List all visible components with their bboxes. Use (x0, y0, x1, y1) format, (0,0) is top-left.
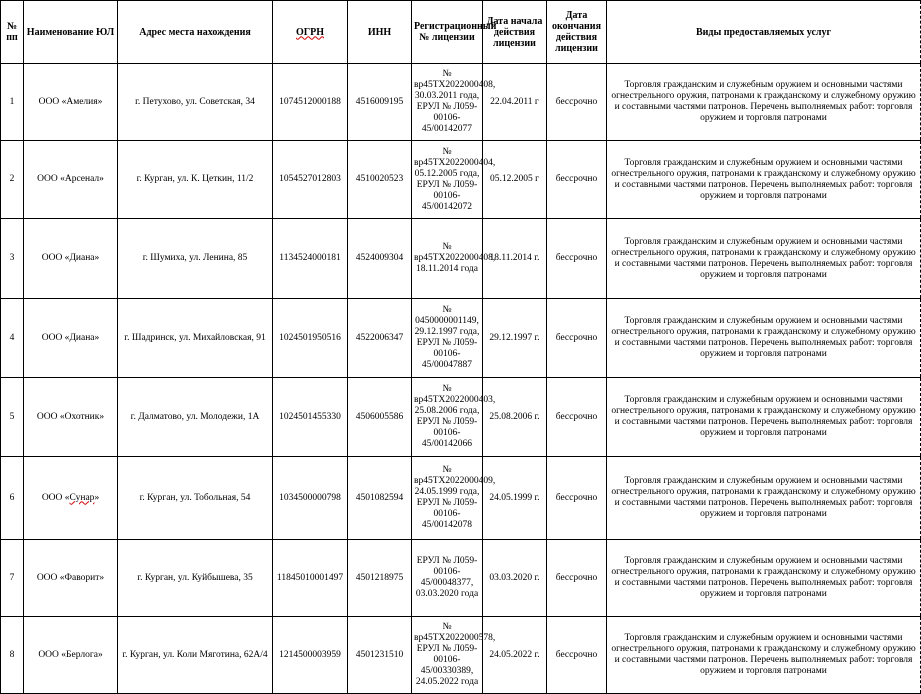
cell-address: г. Петухово, ул. Советская, 34 (118, 64, 273, 141)
cell-start-date: 24.05.1999 г. (483, 457, 547, 540)
cell-name (24, 617, 118, 694)
header-end-date: Дата окончания действия лицензии (547, 1, 607, 64)
header-row (1, 1, 921, 64)
cell-services: Торговля гражданским и служебным оружием и основными частями огнестрельного оружия, патронами к гражданскому и служебному оружию и составными частями патронов. Перечень выполняемых работ: торговля оружием и торговля патронами (607, 64, 921, 141)
name-word: Диана (69, 253, 95, 263)
name-suffix: » (99, 174, 104, 184)
table-row (1, 540, 921, 617)
cell-name (24, 141, 118, 219)
cell-license: № вр45ТХ2022000409, 24.05.1999 года, ЕРУЛ № Л059-00106-45/00142078 (412, 457, 483, 540)
cell-num: 3 (1, 219, 24, 299)
name-suffix: » (97, 649, 103, 660)
cell-inn: 4516009195 (348, 64, 412, 141)
cell-license: № вр45ТХ2022000578, ЕРУЛ № Л059-00106-45/00330389, 24.05.2022 года (412, 617, 483, 694)
table-row (1, 299, 921, 378)
cell-address: г. Далматово, ул. Молодежи, 1А (118, 378, 273, 457)
table-row (1, 64, 921, 141)
name-suffix: » (94, 332, 100, 343)
cell-ogrn: 1034500000798 (273, 457, 348, 540)
name-suffix: » (94, 253, 100, 263)
cell-inn: 4510020523 (348, 141, 412, 219)
cell-license: № вр45ТХ2022000403, 25.08.2006 года, ЕРУЛ № Л059-00106-45/00142066 (412, 378, 483, 457)
cell-name (24, 299, 118, 378)
cell-num: 4 (1, 299, 24, 378)
header-ogrn-text: ОГРН (295, 26, 325, 38)
cell-name (24, 219, 118, 299)
cell-end-date: бессрочно (547, 141, 607, 219)
cell-end-date: бессрочно (547, 457, 607, 540)
name-word: Арсенал (64, 174, 100, 184)
name-prefix: ООО « (41, 492, 70, 503)
cell-services: Торговля гражданским и служебным оружием и основными частями огнестрельного оружия, патронами к гражданскому и служебному оружию и составными частями патронов. Перечень выполняемых работ: торговля оружием и торговля патронами (607, 378, 921, 457)
cell-services: Торговля гражданским и служебным оружием и основными частями огнестрельного оружия, патронами к гражданскому и служебному оружию и составными частями патронов. Перечень выполняемых работ: торговля оружием и торговля патронами (607, 617, 921, 694)
cell-end-date: бессрочно (547, 378, 607, 457)
cell-services: Торговля гражданским и служебным оружием и основными частями огнестрельного оружия, патронами к гражданскому и служебному оружию и составными частями патронов. Перечень выполняемых работ: торговля оружием и торговля патронами (607, 457, 921, 540)
header-ogrn (273, 1, 348, 64)
cell-inn: 4522006347 (348, 299, 412, 378)
cell-start-date: 18.11.2014 г. (483, 219, 547, 299)
cell-address: г. Шумиха, ул. Ленина, 85 (118, 219, 273, 299)
name-word: Охотник (64, 411, 100, 422)
cell-services: Торговля гражданским и служебным оружием и основными частями огнестрельного оружия, патронами к гражданскому и служебному оружию и составными частями патронов. Перечень выполняемых работ: торговля оружием и торговля патронами (607, 219, 921, 299)
cell-address: г. Курган, ул. Куйбышева, 35 (118, 540, 273, 617)
name-prefix: ООО « (37, 174, 65, 184)
name-prefix: ООО « (36, 572, 65, 583)
header-name: Наименование ЮЛ (24, 1, 118, 64)
cell-ogrn: 1134524000181 (273, 219, 348, 299)
cell-end-date: бессрочно (547, 219, 607, 299)
cell-license: ЕРУЛ № Л059-00106-45/00048377, 03.03.2020 года (412, 540, 483, 617)
header-start-date: Дата начала действия лицензии (483, 1, 547, 64)
cell-name (24, 378, 118, 457)
table-row (1, 141, 921, 219)
cell-license: № вр45ТХ2022000408, 30.03.2011 года, ЕРУЛ № Л059-00106-45/00142077 (412, 64, 483, 141)
cell-end-date: бессрочно (547, 540, 607, 617)
cell-start-date: 03.03.2020 г. (483, 540, 547, 617)
name-word: Амелия (66, 96, 98, 107)
cell-num: 8 (1, 617, 24, 694)
name-prefix: ООО « (38, 649, 67, 660)
cell-num: 6 (1, 457, 24, 540)
cell-inn: 4506005586 (348, 378, 412, 457)
cell-start-date: 22.04.2011 г (483, 64, 547, 141)
cell-license: № 0450000001149, 29.12.1997 года, ЕРУЛ № Л059-00106-45/00047887 (412, 299, 483, 378)
name-suffix: » (99, 411, 105, 422)
header-services: Виды предоставляемых услуг (607, 1, 921, 64)
cell-address: г. Курган, ул. Тобольная, 54 (118, 457, 273, 540)
cell-ogrn: 1024501950516 (273, 299, 348, 378)
name-suffix: » (97, 96, 103, 107)
cell-inn: 4501218975 (348, 540, 412, 617)
cell-inn: 4524009304 (348, 219, 412, 299)
cell-ogrn: 11845010001497 (273, 540, 348, 617)
cell-num: 5 (1, 378, 24, 457)
cell-inn: 4501082594 (348, 457, 412, 540)
cell-name (24, 457, 118, 540)
header-num: № пп (1, 1, 24, 64)
cell-end-date: бессрочно (547, 64, 607, 141)
cell-start-date: 29.12.1997 г. (483, 299, 547, 378)
name-prefix: ООО « (41, 253, 70, 263)
cell-end-date: бессрочно (547, 617, 607, 694)
cell-start-date: 05.12.2005 г (483, 141, 547, 219)
cell-start-date: 25.08.2006 г. (483, 378, 547, 457)
cell-services: Торговля гражданским и служебным оружием и основными частями огнестрельного оружия, патронами к гражданскому и служебному оружию и составными частями патронов. Перечень выполняемых работ: торговля оружием и торговля патронами (607, 299, 921, 378)
cell-ogrn: 1074512000188 (273, 64, 348, 141)
cell-license: № вр45ТХ2022000404, 05.12.2005 года, ЕРУЛ № Л059-00106-45/00142072 (412, 141, 483, 219)
cell-address: г. Шадринск, ул. Михайловская, 91 (118, 299, 273, 378)
name-prefix: ООО « (36, 411, 65, 422)
header-license: Регистрационный № лицензии (412, 1, 483, 64)
table-row (1, 457, 921, 540)
name-prefix: ООО « (38, 96, 67, 107)
cell-num: 1 (1, 64, 24, 141)
cell-license: № вр45ТХ2022000408, 18.11.2014 года (412, 219, 483, 299)
cell-ogrn: 1054527012803 (273, 141, 348, 219)
table-row (1, 219, 921, 299)
name-word: Сунар (69, 492, 95, 503)
cell-name (24, 64, 118, 141)
cell-address: г. Курган, ул. Коли Мяготина, 62А/4 (118, 617, 273, 694)
cell-num: 7 (1, 540, 24, 617)
name-suffix: » (99, 572, 105, 583)
cell-end-date: бессрочно (547, 299, 607, 378)
header-inn: ИНН (348, 1, 412, 64)
header-address: Адрес места нахождения (118, 1, 273, 64)
cell-address: г. Курган, ул. К. Цеткин, 11/2 (118, 141, 273, 219)
name-word: Берлога (66, 649, 98, 660)
table-row (1, 378, 921, 457)
cell-start-date: 24.05.2022 г. (483, 617, 547, 694)
name-prefix: ООО « (41, 332, 70, 343)
cell-inn: 4501231510 (348, 617, 412, 694)
cell-name (24, 540, 118, 617)
name-word: Диана (69, 332, 95, 343)
name-suffix: » (94, 492, 100, 503)
cell-ogrn: 1024501455330 (273, 378, 348, 457)
cell-ogrn: 1214500003959 (273, 617, 348, 694)
cell-services: Торговля гражданским и служебным оружием и основными частями огнестрельного оружия, патронами к гражданскому и служебному оружию и составными частями патронов. Перечень выполняемых работ: торговля оружием и торговля патронами (607, 540, 921, 617)
table-row (1, 617, 921, 694)
cell-services: Торговля гражданским и служебным оружием и основными частями огнестрельного оружия, патронами к гражданскому и служебному оружию и составными частями патронов. Перечень выполняемых работ: торговля оружием и торговля патронами (607, 141, 921, 219)
name-word: Фаворит (64, 572, 100, 583)
cell-num: 2 (1, 141, 24, 219)
